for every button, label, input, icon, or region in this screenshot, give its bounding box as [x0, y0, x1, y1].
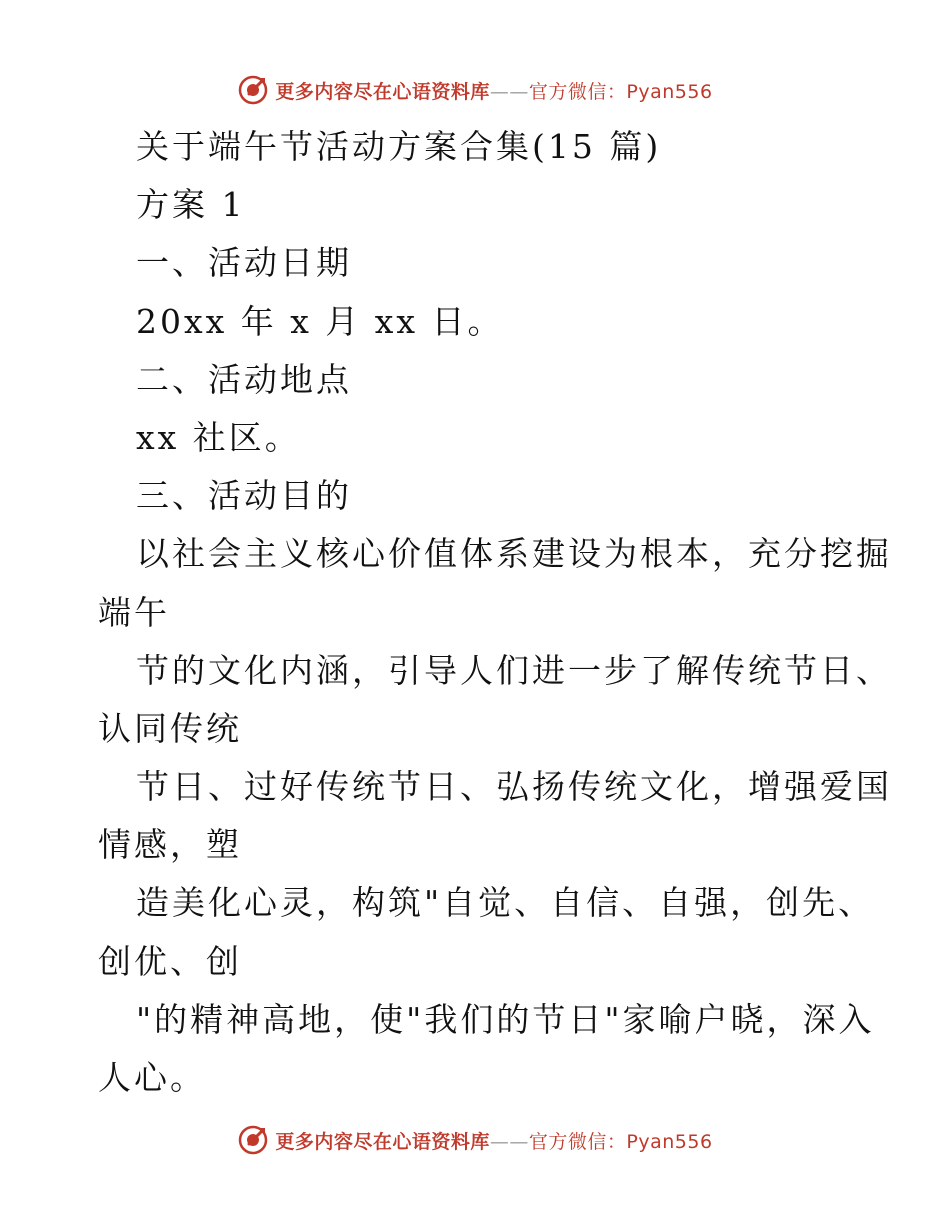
document-line: 造美化心灵，构筑"自觉、自信、自强，创先、 — [136, 883, 875, 923]
document-line: "的精神高地，使"我们的节日"家喻户晓，深入 — [136, 999, 875, 1039]
document-line: 端午 — [98, 592, 170, 632]
header-banner — [0, 70, 950, 110]
header-brand-text: 更多内容尽在心语资料库 — [275, 80, 490, 103]
document-line: 二、活动地点 — [136, 359, 352, 399]
footer-wechat-text: 官方微信：Pyan556 — [528, 1130, 713, 1153]
document-line: 以社会主义核心价值体系建设为根本，充分挖掘 — [136, 534, 892, 574]
document-line: 一、活动日期 — [136, 243, 352, 283]
document-line: 方案 1 — [136, 185, 246, 225]
footer-banner-text — [275, 1127, 712, 1154]
footer-banner — [0, 1120, 950, 1160]
document-line: 三、活动目的 — [136, 476, 352, 516]
document-line: 关于端午节活动方案合集(15 篇) — [136, 127, 662, 166]
document-line: 节日、过好传统节日、弘扬传统文化，增强爱国 — [136, 767, 892, 807]
document-body — [98, 118, 892, 1107]
header-wechat-text: 官方微信：Pyan556 — [528, 80, 713, 103]
header-banner-text — [275, 77, 712, 104]
document-line: 创优、创 — [98, 941, 242, 981]
footer-brand-text: 更多内容尽在心语资料库 — [275, 1130, 490, 1153]
document-line: 认同传统 — [98, 708, 242, 748]
footer-dash: —— — [489, 1130, 529, 1153]
document-line: 20xx 年 x 月 xx 日。 — [136, 301, 504, 341]
document-line: 节的文化内涵，引导人们进一步了解传统节日、 — [136, 650, 892, 690]
brand-logo-icon — [237, 74, 269, 106]
header-dash: —— — [489, 80, 529, 103]
document-line: 人心。 — [98, 1058, 206, 1097]
brand-logo-icon — [237, 1124, 269, 1156]
document-line: xx 社区。 — [136, 417, 301, 457]
document-line: 情感，塑 — [98, 825, 242, 865]
